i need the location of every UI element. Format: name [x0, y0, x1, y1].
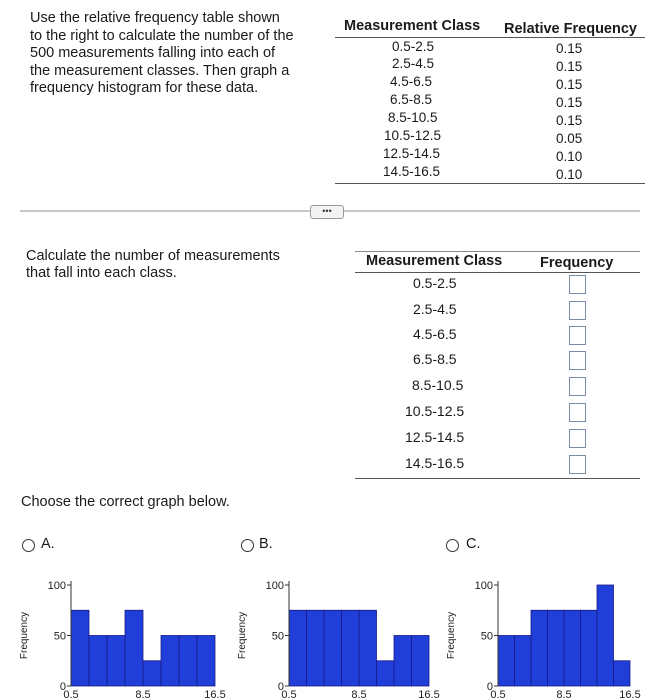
x-tick-label: 16.5: [204, 689, 226, 700]
rel-class-cell: 10.5-12.5: [384, 128, 442, 143]
option-b-radio[interactable]: [241, 539, 254, 552]
option-b-label[interactable]: B.: [259, 536, 273, 552]
histogram-bar: [289, 610, 307, 686]
x-tick-label: 8.5: [351, 689, 367, 700]
rel-class-cell: 6.5-8.5: [390, 92, 433, 107]
freq-table-top-rule: [355, 251, 640, 252]
histogram-bar: [89, 636, 107, 687]
rel-class-cell: 14.5-16.5: [383, 164, 441, 179]
histogram-bar: [125, 610, 143, 686]
rel-rf-cell: 0.15: [556, 59, 583, 74]
y-tick-label: 100: [265, 580, 284, 592]
x-tick-label: 8.5: [556, 689, 572, 700]
y-tick-label: 100: [474, 580, 493, 592]
calculate-instruction: [26, 248, 280, 282]
histogram-bar: [342, 610, 360, 686]
rel-class-cell: 12.5-14.5: [383, 146, 441, 161]
freq-table-header-class: Measurement Class: [366, 253, 503, 269]
rel-table-header-class: Measurement Class: [344, 18, 481, 34]
y-tick-label: 50: [480, 630, 493, 643]
frequency-input[interactable]: [569, 351, 586, 370]
rel-rf-cell: 0.10: [556, 149, 583, 164]
option-a-radio[interactable]: [22, 539, 35, 552]
y-tick-label: 50: [271, 630, 284, 643]
freq-table-header-rule: [355, 272, 640, 273]
histogram-bar: [581, 610, 598, 686]
rel-class-cell: 0.5-2.5: [392, 39, 435, 54]
histogram-bar: [107, 636, 125, 687]
frequency-input[interactable]: [569, 377, 586, 396]
frequency-input[interactable]: [569, 455, 586, 474]
rel-rf-cell: 0.15: [556, 77, 583, 92]
histogram-bar: [324, 610, 342, 686]
histogram-option-a[interactable]: [20, 570, 235, 700]
frequency-input[interactable]: [569, 275, 586, 294]
prompt-line: the measurement classes. Then graph a: [30, 62, 290, 79]
frequency-input[interactable]: [569, 326, 586, 345]
rel-rf-cell: 0.15: [556, 95, 583, 110]
rel-table-bottom-rule: [335, 183, 645, 184]
choose-instruction: Choose the correct graph below.: [21, 494, 230, 510]
prompt-line: frequency histogram for these data.: [30, 80, 259, 96]
rel-rf-cell: 0.10: [556, 167, 583, 182]
more-options-button[interactable]: •••: [310, 205, 344, 219]
histogram-option-b[interactable]: [238, 570, 453, 700]
x-tick-label: 0.5: [63, 689, 79, 700]
y-tick-label: 0: [59, 681, 66, 693]
y-axis-label: Frequency: [19, 611, 30, 660]
histogram-bar: [377, 661, 395, 686]
y-tick-label: 100: [47, 580, 66, 592]
histogram-bar: [498, 636, 515, 687]
histogram-bar: [531, 610, 548, 686]
frequency-input[interactable]: [569, 429, 586, 448]
rel-class-cell: 8.5-10.5: [388, 110, 438, 125]
x-tick-label: 0.5: [281, 689, 297, 700]
rel-rf-cell: 0.15: [556, 41, 583, 56]
rel-class-cell: 2.5-4.5: [392, 56, 435, 71]
histogram-bar: [564, 610, 581, 686]
calc-line: Calculate the number of measurements: [26, 248, 280, 264]
y-axis-label: Frequency: [446, 611, 457, 660]
freq-class-cell: 0.5-2.5: [413, 275, 457, 291]
freq-class-cell: 8.5-10.5: [412, 377, 464, 393]
freq-class-cell: 12.5-14.5: [405, 429, 465, 445]
prompt-line: to the right to calculate the number of the: [30, 27, 294, 44]
rel-class-cell: 4.5-6.5: [390, 74, 433, 89]
relative-frequency-table: [335, 0, 645, 190]
histogram-bar: [359, 610, 377, 686]
histogram-bar: [161, 636, 179, 687]
histogram-bar: [515, 636, 532, 687]
x-tick-label: 16.5: [418, 689, 440, 700]
option-c-radio[interactable]: [446, 539, 459, 552]
freq-class-cell: 4.5-6.5: [413, 326, 457, 342]
histogram-bar: [71, 610, 89, 686]
y-tick-label: 50: [53, 630, 66, 643]
histogram-bar: [597, 585, 614, 686]
histogram-bar: [394, 636, 412, 687]
option-c-label[interactable]: C.: [466, 536, 481, 552]
histogram-bar: [143, 661, 161, 686]
freq-table-header-frequency: Frequency: [540, 255, 614, 271]
freq-class-cell: 6.5-8.5: [413, 351, 457, 367]
calc-line: that fall into each class.: [26, 265, 177, 281]
freq-class-cell: 10.5-12.5: [405, 403, 465, 419]
prompt-line: 500 measurements falling into each of: [30, 45, 276, 61]
histogram-bar: [179, 636, 197, 687]
freq-table-bottom-rule: [355, 478, 640, 479]
histogram-bar: [548, 610, 565, 686]
x-tick-label: 0.5: [490, 689, 506, 700]
frequency-input[interactable]: [569, 301, 586, 320]
y-tick-label: 0: [277, 681, 284, 693]
prompt-line: Use the relative frequency table shown: [30, 10, 280, 26]
question-prompt: [30, 10, 330, 98]
rel-table-header-rule: [335, 37, 645, 38]
x-tick-label: 16.5: [619, 689, 641, 700]
rel-table-header-rf: Relative Frequency: [504, 21, 637, 37]
y-axis-label: Frequency: [237, 611, 248, 660]
y-tick-label: 0: [486, 681, 493, 693]
rel-rf-cell: 0.05: [556, 131, 583, 146]
option-a-label[interactable]: A.: [41, 536, 55, 552]
histogram-bar: [614, 661, 631, 686]
histogram-bar: [197, 636, 215, 687]
freq-class-cell: 14.5-16.5: [405, 455, 465, 471]
frequency-input[interactable]: [569, 403, 586, 422]
rel-rf-cell: 0.15: [556, 113, 583, 128]
histogram-bar: [412, 636, 430, 687]
x-tick-label: 8.5: [135, 689, 151, 700]
histogram-bar: [307, 610, 325, 686]
frequency-table: [355, 245, 640, 485]
histogram-option-c[interactable]: [448, 570, 659, 700]
freq-class-cell: 2.5-4.5: [413, 301, 457, 317]
